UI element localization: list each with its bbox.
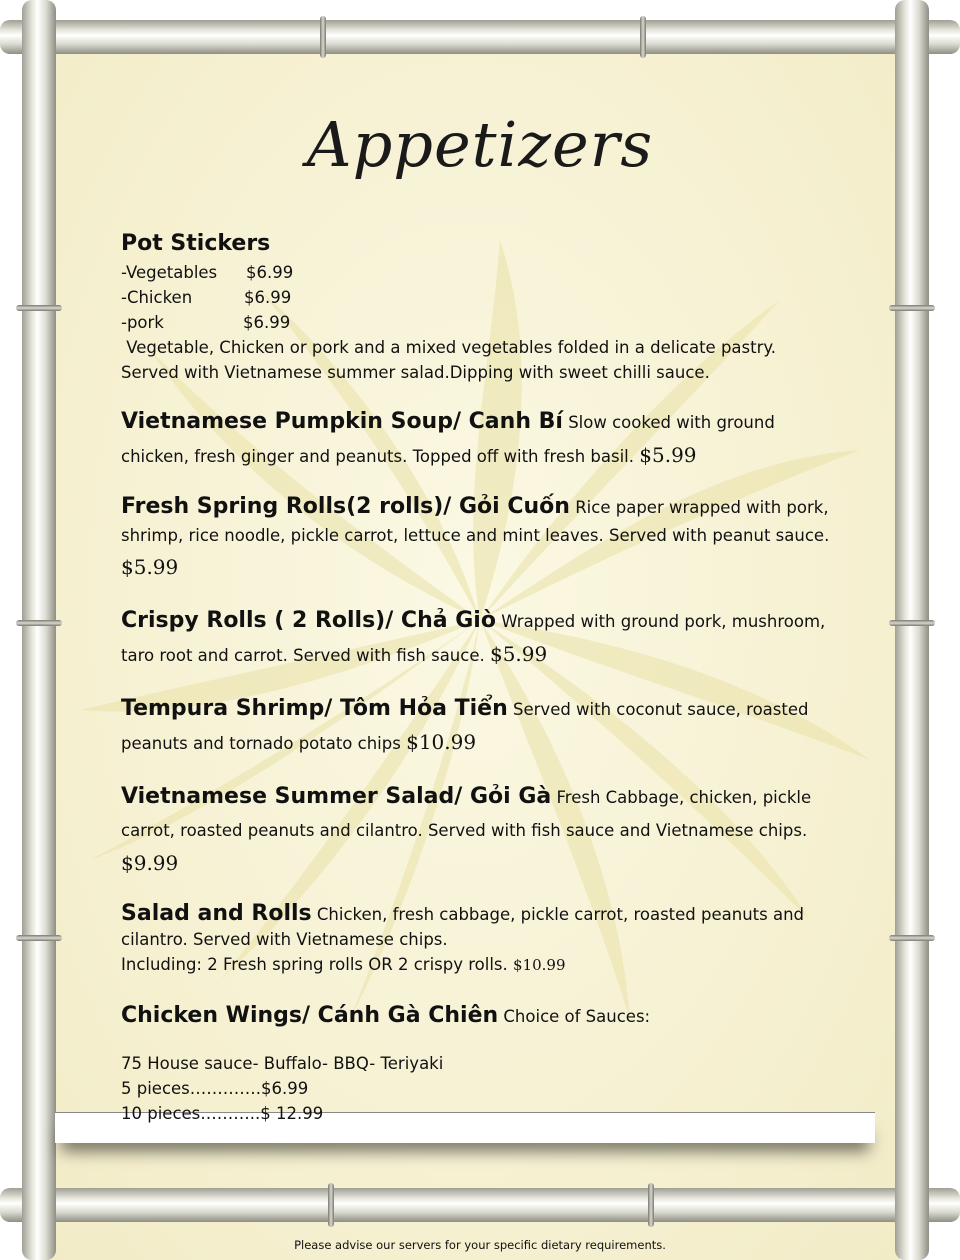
menu-content [121,228,846,1146]
menu-item-salad-and-rolls [121,901,846,978]
bamboo-node [320,16,326,58]
bamboo-node [16,620,62,626]
bamboo-left [22,0,56,1260]
bamboo-right [895,0,929,1260]
bamboo-node [889,620,935,626]
wings-sauces: 75 House sauce- Buffalo- BBQ- Teriyaki [121,1054,444,1073]
option-row [121,260,846,285]
item-name: Crispy Rolls ( 2 Rolls)/ Chả Giò [121,608,496,633]
item-description: Wrapped with ground pork, mushroom, taro root and carrot. Served with fish sauce. [121,612,826,665]
item-price: $10.99 [406,730,477,754]
item-name: Pot Stickers [121,231,271,256]
option-row [121,310,846,335]
item-price: $10.99 [513,956,566,974]
menu-item-summer-salad [121,780,846,881]
option-price: $6.99 [246,263,294,282]
item-name: Tempura Shrimp/ Tôm Hỏa Tiển [121,696,508,721]
item-name: Chicken Wings/ Cánh Gà Chiên [121,1003,499,1028]
item-description: Slow cooked with ground chicken, fresh ginger and peanuts. Topped off with fresh basil. [121,413,775,466]
item-description: Served with Vietnamese summer salad.Dipping with sweet chilli sauce. [121,363,710,382]
page-title: Appetizers [306,108,654,181]
option-label: -pork [121,313,164,332]
item-price: $5.99 [489,642,548,666]
option-price: $6.99 [243,313,291,332]
item-description: Fresh Cabbage, chicken, pickle carrot, roasted peanuts and cilantro. Served with fish sauce and Vietnamese chips. [121,788,812,840]
wings-option: 5 pieces………….$6.99 [121,1079,309,1098]
menu-item-pumpkin-soup [121,405,846,473]
bamboo-node [640,16,646,58]
menu-item-pot-stickers [121,228,846,385]
including-text: Including: 2 Fresh spring rolls OR 2 crispy rolls. [121,955,508,974]
item-name: Salad and Rolls [121,901,312,926]
bamboo-node [648,1183,654,1227]
item-name: Vietnamese Pumpkin Soup/ Canh Bí [121,409,563,434]
bamboo-node [889,305,935,311]
item-price: $5.99 [639,443,697,467]
item-name: Vietnamese Summer Salad/ Gỏi Gà [121,784,552,809]
bamboo-node [328,1183,334,1227]
menu-item-spring-rolls [121,493,846,584]
menu-item-chicken-wings [121,998,846,1126]
item-description: Rice paper wrapped with pork, shrimp, rice noodle, pickle carrot, lettuce and mint leaves. Served with peanut sauce. [121,498,830,545]
menu-item-tempura-shrimp [121,692,846,760]
item-including [121,952,846,978]
item-name: Fresh Spring Rolls(2 rolls)/ Gỏi Cuốn [121,494,570,519]
item-description: Chicken, fresh cabbage, pickle carrot, roasted peanuts and cilantro. Served with Vietnamese chips. [121,905,805,949]
option-row [121,285,846,310]
option-label: -Vegetables [121,263,218,282]
item-description: Choice of Sauces: [503,1007,651,1026]
item-description: Vegetable, Chicken or pork and a mixed vegetables folded in a delicate pastry. [121,338,777,357]
bamboo-node [889,935,935,941]
bamboo-node [16,935,62,941]
option-price: $6.99 [244,288,292,307]
bamboo-bottom [0,1188,960,1222]
item-description: Served with coconut sauce, roasted peanuts and tornado potato chips [121,700,809,753]
wings-option: 10 pieces………..$ 12.99 [121,1104,324,1123]
bamboo-node [16,305,62,311]
option-label: -Chicken [121,288,193,307]
wings-heading [121,998,846,1035]
bamboo-top [0,20,960,54]
dietary-footer: Please advise our servers for your specific dietary requirements. [294,1238,666,1252]
item-price: $5.99 [121,555,179,579]
menu-item-crispy-rolls [121,604,846,672]
item-price: $9.99 [121,851,179,875]
